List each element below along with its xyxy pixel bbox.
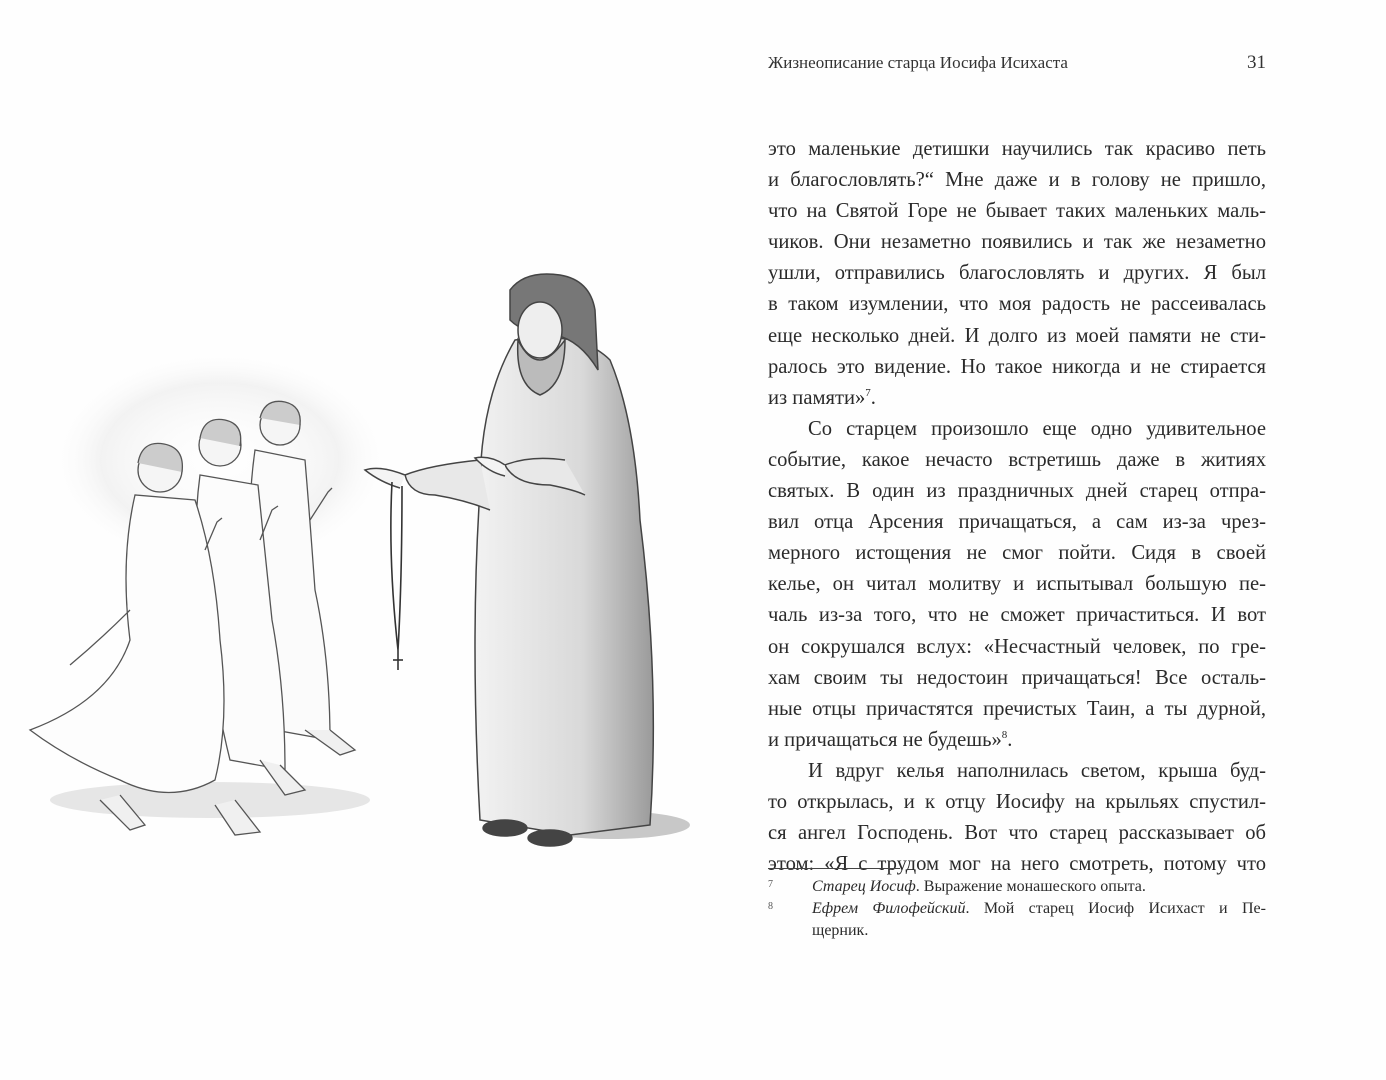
text-line: келье, он читал молитву и испытывал большую пе- bbox=[768, 573, 1266, 596]
page-number: 31 bbox=[1247, 52, 1266, 73]
text-fragment: . bbox=[1007, 728, 1013, 751]
footnotes bbox=[768, 876, 1266, 942]
running-head bbox=[768, 52, 1266, 74]
footnote-author: Ефрем Филофейский bbox=[812, 900, 966, 917]
text-line: этом: «Я с трудом мог на него смотреть, потому что bbox=[768, 853, 1266, 876]
text-line: он сокрушался вслух: «Несчастный человек, по гре- bbox=[768, 635, 1266, 658]
right-page bbox=[700, 0, 1386, 1080]
text-line: вил отца Арсения причащаться, а сам из-за чрез- bbox=[768, 511, 1266, 534]
text-line: то открылась, и к отцу Иосифу на крыльях спустил- bbox=[768, 790, 1266, 813]
text-line: И вдруг келья наполнилась светом, крыша буд- bbox=[808, 759, 1266, 782]
text-line: Со старцем произошло еще одно удивительное bbox=[808, 417, 1266, 440]
text-line: что на Святой Горе не бывает таких маленьких маль- bbox=[768, 200, 1266, 223]
body-text bbox=[768, 134, 1266, 880]
paragraph bbox=[768, 414, 1266, 756]
text-line: событие, какое нечасто встретишь даже в житиях bbox=[768, 448, 1266, 471]
text-line: хам своим ты недостоин причащаться! Все осталь- bbox=[768, 666, 1266, 689]
text-line: и благословлять?“ Мне даже и в голову не пришло, bbox=[768, 169, 1266, 192]
text-line: чиков. Они незаметно появились и так же незаметно bbox=[768, 231, 1266, 254]
text-line: это маленькие детишки научились так красиво петь bbox=[768, 138, 1266, 160]
footnote-number: 7 bbox=[768, 879, 773, 890]
footnote-8 bbox=[768, 898, 1266, 942]
paragraph bbox=[768, 134, 1266, 414]
monk-figure bbox=[365, 274, 653, 846]
text-line-last bbox=[768, 383, 1266, 414]
text-line: в таком изумлении, что моя радость не рассеивалась bbox=[768, 293, 1266, 316]
text-fragment: и причащаться не будешь» bbox=[768, 728, 1002, 751]
text-fragment: . bbox=[870, 386, 876, 409]
text-line: ушли, отправились благословлять и других. Я был bbox=[768, 262, 1266, 285]
text-line: чаль из-за того, что не сможет причаститься. И вот bbox=[768, 604, 1266, 627]
text-line: ся ангел Господень. Вот что старец рассказывает об bbox=[768, 822, 1266, 845]
text-line: мерного истощения не смог пойти. Сидя в своей bbox=[768, 542, 1266, 565]
footnote-ref[interactable]: 8 bbox=[1001, 728, 1008, 741]
footnote-number: 8 bbox=[768, 901, 773, 912]
illustration-sketch bbox=[10, 260, 700, 860]
running-head-title: Жизнеописание старца Иосифа Исихаста bbox=[768, 53, 1068, 72]
footnote-7 bbox=[768, 876, 1266, 898]
footnote-ref[interactable]: 7 bbox=[865, 386, 871, 399]
footnote-text: . Мой старец Иосиф Исихаст и Пе- bbox=[965, 900, 1266, 917]
footnote-text: щерник. bbox=[812, 922, 869, 939]
text-line: еще несколько дней. И долго из моей памяти не сти- bbox=[768, 324, 1266, 347]
ground-shadow bbox=[50, 782, 370, 818]
footnote-author: Старец Иосиф bbox=[812, 878, 916, 895]
text-fragment: из памяти» bbox=[768, 386, 866, 409]
rosary bbox=[391, 482, 403, 670]
text-line-last bbox=[768, 725, 1266, 756]
text-line: ралось это видение. Но такое никогда и не стирается bbox=[768, 355, 1266, 378]
footnote-text: . Выражение монашеского опыта. bbox=[915, 878, 1146, 895]
text-line: ные отцы причастятся пречистых Таин, а ты дурной, bbox=[768, 697, 1266, 720]
text-line: святых. В один из праздничных дней старец отпра- bbox=[768, 480, 1266, 503]
paragraph bbox=[768, 756, 1266, 880]
footnote-divider bbox=[768, 868, 900, 869]
